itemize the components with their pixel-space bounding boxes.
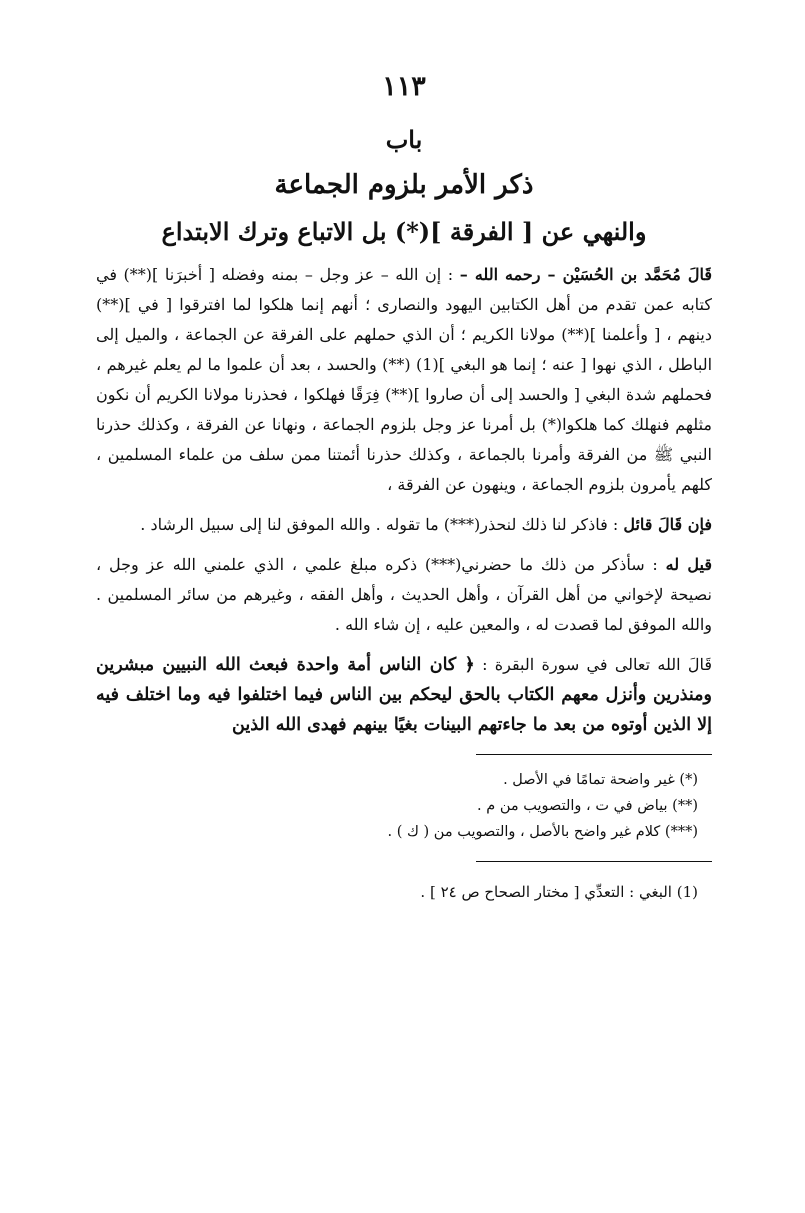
footnote-divider [476,861,712,862]
page-number: ١١٣ [382,71,426,102]
paragraph-opening: فإن قَالَ قائل [623,515,712,534]
chapter-label: باب [385,125,423,154]
note-item: (***) كلام غير واضح بالأصل ، والتصويب من ( ك ) . [387,824,698,840]
note-item: (**) بياض في ت ، والتصويب من م . [477,798,698,814]
paragraph-opening: قَالَ مُحَمَّد بن الحُسَيْن – رحمه الله – [459,265,713,284]
paragraph-author-statement [96,260,712,500]
paragraph-body: : فاذكر لنا ذلك لنحذر(***) ما تقوله . والله الموفق لنا إلى سبيل الرشاد . [140,515,624,534]
notes-divider [476,754,712,755]
editorial-notes [96,767,712,845]
verse-intro: قَالَ الله تعالى في سورة البقرة : [474,655,712,674]
paragraph-quran-verse [96,650,712,740]
note-item: (*) غير واضحة تمامًا في الأصل . [503,772,698,788]
paragraph-opening: قيل له [665,555,712,574]
paragraph-body: : إن الله – عز وجل – بمنه وفضله [ أخبرَنا ](**) في كتابه عمن تقدم من أهل الكتابين اليهود والنصارى ؛ أنهم إنما هلكوا لما افترقوا [ في ](**) دينهم ، [ وأعلمنا ](**) مولانا الكريم ؛ أن الذي حملهم على الفرقة عن الجماعة ، والميل إلى الباطل ، الذي نهوا [ عنه ؛ إنما هو البغي ](1) (**) والحسد ، بعد أن علموا ما لم يعلم غيرهم ، فحملهم شدة البغي [ والحسد إلى أن صاروا ](**) فِرَقًا فهلكوا ، فحذرنا مولانا الكريم أن نكون مثلهم فنهلك كما هلكوا(*) بل أمرنا عز وجل بلزوم الجماعة ، ونهانا عن الفرقة ، وكذلك حذرنا النبي ﷺ من الفرقة وأمرنا بالجماعة ، وكذلك حذرنا أئمتنا ممن سلف من علماء المسلمين ، كلهم يأمرون بلزوم الجماعة ، وينهون عن الفرقة ، [96,265,713,494]
footnote: (1) البغي : التعدِّي [ مختار الصحاح ص ٢٤ ] . [420,883,698,901]
book-page [96,62,712,1172]
chapter-title-line-2: والنهي عن [ الفرقة ](*) بل الاتباع وترك الابتداع [161,217,647,246]
verse-text: ﴿ كان الناس أمة واحدة فبعث الله النبيين مبشرين ومنذرين وأنزل معهم الكتاب بالحق ليحكم بين الناس فيما اختلفوا فيه وما اختلف فيه إلا الذين أوتوه من بعد ما جاءتهم البينات بغيًا بينهم فهدى الله الذين [96,655,712,735]
chapter-title-line-1: ذكر الأمر بلزوم الجماعة [274,170,534,200]
paragraph-question [96,510,712,540]
paragraph-answer [96,550,712,640]
paragraph-body: : سأذكر من ذلك ما حضرني(***) ذكره مبلغ علمي ، الذي علمني الله عز وجل ، نصيحة لإخواني من أهل القرآن ، وأهل الحديث ، وأهل الفقه ، وغيرهم من سائر المسلمين . والله الموفق لما قصدت له ، والمعين عليه ، إن شاء الله . [96,555,712,634]
